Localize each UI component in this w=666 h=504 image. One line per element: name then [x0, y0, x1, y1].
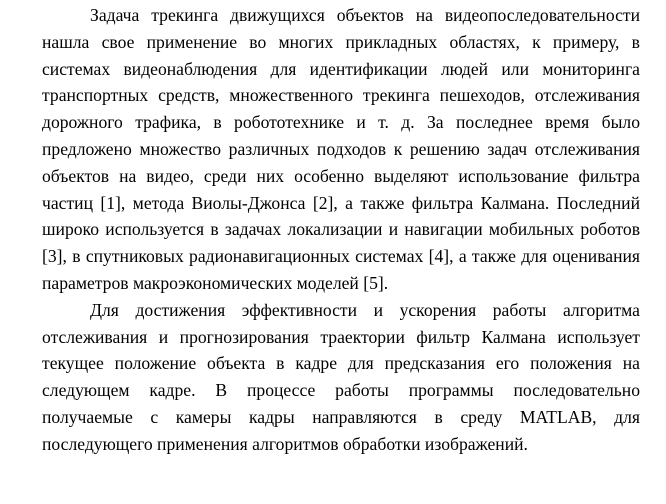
- paragraph-2: Для достижения эффективности и ускорения работы алгоритма отслеживания и прогнозирования траектории фильтр Калмана использует текущее положение объекта в кадре для предсказания его положения на следующем кадре. В процессе работы программы последовательно получаемые с камеры кадры направляются в среду MATLAB, для последующего применения алгоритмов обработки изображений.: [42, 299, 640, 454]
- paragraph-1: Задача трекинга движущихся объектов на видеопоследовательности нашла свое применение во многих прикладных областях, к примеру, в системах видеонаблюдения для идентификации людей или мониторинга транспортных средств, множественного трекинга пешеходов, отслеживания дорожного трафика, в робототехнике и т. д. За последнее время было предложено множество различных подходов к решению задач отслеживания объектов на видео, среди них особенно выделяют использование фильтра частиц [1], метода Виолы-Джонса [2], а также фильтра Калмана. Последний широко используется в задачах локализации и навигации мобильных роботов [3], в спутниковых радионавигационных системах [4], а также для оценивания параметров макроэкономических моделей [5].: [42, 5, 640, 293]
